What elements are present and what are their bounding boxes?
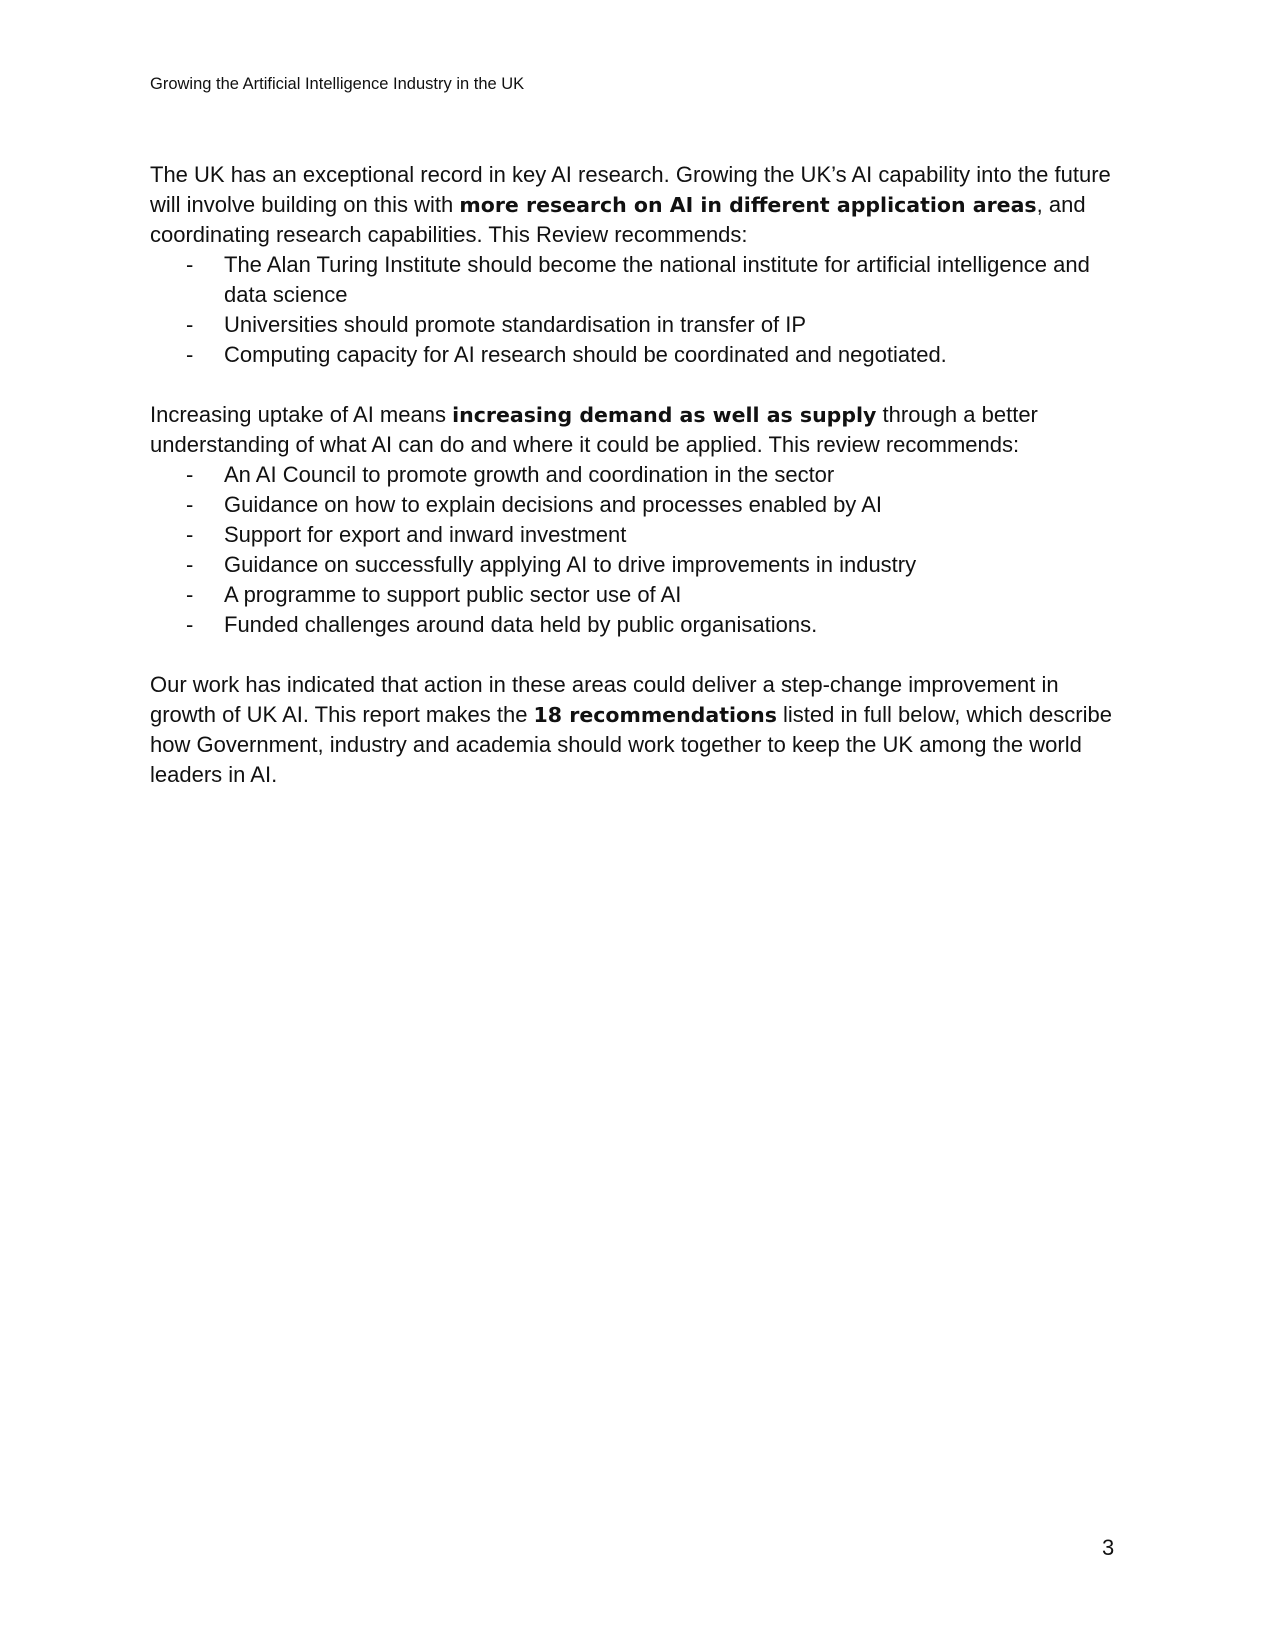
list-item bbox=[150, 250, 1130, 310]
uptake-recommendations-list bbox=[150, 460, 1130, 640]
list-item-text: Universities should promote standardisation in transfer of IP bbox=[224, 312, 807, 337]
dash-bullet: - bbox=[186, 252, 194, 277]
running-header: Growing the Artificial Intelligence Industry in the UK bbox=[150, 75, 525, 93]
bold-phrase: 18 recommendations bbox=[533, 703, 777, 727]
paragraph-text: Increasing uptake of AI means bbox=[150, 402, 453, 427]
intro-paragraph bbox=[150, 160, 1130, 250]
list-item-text: Guidance on how to explain decisions and processes enabled by AI bbox=[224, 492, 882, 517]
list-item-text: Computing capacity for AI research should be coordinated and negotiated. bbox=[224, 342, 947, 367]
bold-phrase: increasing demand as well as supply bbox=[452, 403, 877, 427]
research-recommendations-list bbox=[150, 250, 1130, 370]
paragraph-spacer bbox=[150, 640, 1130, 670]
list-item bbox=[150, 460, 1130, 490]
list-item bbox=[150, 550, 1130, 580]
dash-bullet: - bbox=[186, 312, 194, 337]
paragraph-text: listed in full below, which describe how Government, industry and academia should work together to keep the UK among the world leaders in AI. bbox=[150, 702, 1112, 787]
conclusion-paragraph bbox=[150, 670, 1130, 790]
list-item bbox=[150, 310, 1130, 340]
dash-bullet: - bbox=[186, 612, 194, 637]
paragraph-text: Our work has indicated that action in these areas could deliver a step-change improvement in growth of UK AI. This report makes the bbox=[150, 672, 1059, 727]
page-body bbox=[150, 160, 1130, 790]
list-item-text: Guidance on successfully applying AI to drive improvements in industry bbox=[224, 552, 917, 577]
paragraph-text: The UK has an exceptional record in key AI research. Growing the UK’s AI capability into the future will involve building on this with bbox=[150, 162, 1111, 217]
page-number: 3 bbox=[1102, 1535, 1115, 1560]
list-item-text: Funded challenges around data held by public organisations. bbox=[224, 612, 818, 637]
dash-bullet: - bbox=[186, 492, 194, 517]
paragraph-text: through a better understanding of what AI can do and where it could be applied. This review recommends: bbox=[150, 402, 1038, 457]
dash-bullet: - bbox=[186, 462, 194, 487]
list-item-text: The Alan Turing Institute should become the national institute for artificial intelligence and data science bbox=[224, 252, 1090, 307]
paragraph-text: , and coordinating research capabilities. This Review recommends: bbox=[150, 192, 1086, 247]
list-item-text: An AI Council to promote growth and coordination in the sector bbox=[224, 462, 835, 487]
list-item-text: A programme to support public sector use of AI bbox=[224, 582, 682, 607]
dash-bullet: - bbox=[186, 582, 194, 607]
bold-phrase: more research on AI in different application areas bbox=[459, 193, 1037, 217]
dash-bullet: - bbox=[186, 552, 194, 577]
list-item bbox=[150, 580, 1130, 610]
dash-bullet: - bbox=[186, 342, 194, 367]
list-item-text: Support for export and inward investment bbox=[224, 522, 627, 547]
list-item bbox=[150, 520, 1130, 550]
paragraph-spacer bbox=[150, 370, 1130, 400]
list-item bbox=[150, 490, 1130, 520]
dash-bullet: - bbox=[186, 522, 194, 547]
list-item bbox=[150, 610, 1130, 640]
uptake-paragraph bbox=[150, 400, 1130, 460]
list-item bbox=[150, 340, 1130, 370]
